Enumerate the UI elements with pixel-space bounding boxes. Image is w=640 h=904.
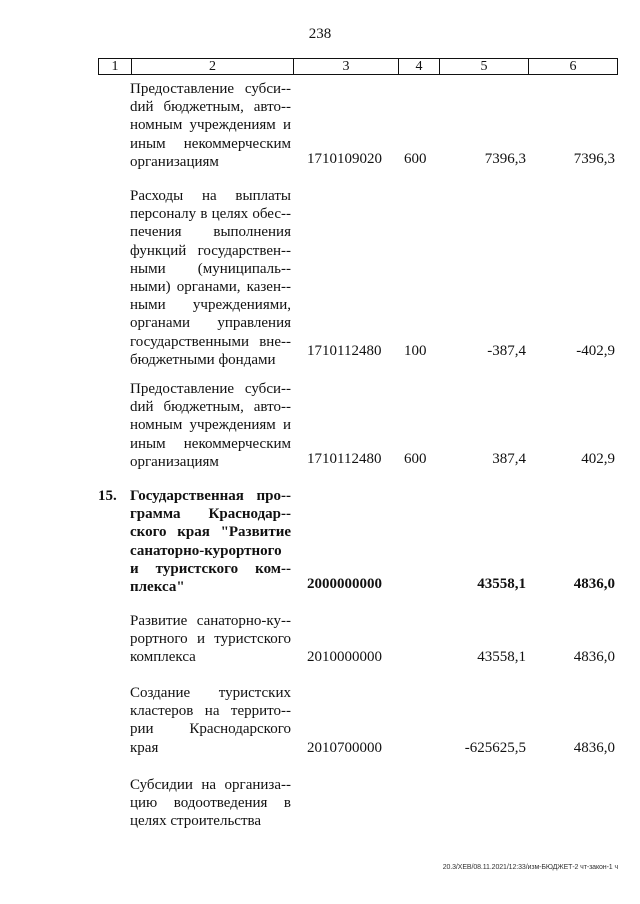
row-target-code: 1710112480 [307, 343, 382, 359]
document-footer-code: 20.3/ХЕВ/08.11.2021/12:33/изм-БЮДЖЕТ-2 чт-закон-1 ч [442, 864, 618, 871]
page-number: 238 [308, 26, 332, 42]
row-expense-type: 600 [404, 151, 427, 167]
column-header-5: 5 [440, 59, 529, 75]
row-target-code: 1710112480 [307, 451, 382, 467]
row-description: Развитие санаторно-ку-рортного и туристского комплекса [130, 613, 291, 666]
row-target-code: 1710109020 [307, 151, 382, 167]
column-header-2: 2 [132, 59, 294, 75]
column-header-table [98, 58, 618, 75]
row-amount-col6: 402,9 [581, 451, 615, 467]
row-description: Субсидии на организа-цию водоотведения в целях строительства [130, 777, 291, 830]
row-description: Предоставление субси-dий бюджетным, авто-номным учреждениям и иным некоммерческим организациям [130, 381, 291, 470]
row-target-code: 2010000000 [307, 649, 382, 665]
row-amount-col6: 4836,0 [573, 576, 615, 592]
row-amount-col5: 43558,1 [477, 576, 526, 592]
row-expense-type: 600 [404, 451, 427, 467]
column-header-1: 1 [99, 59, 132, 75]
row-amount-col6: 4836,0 [573, 649, 615, 665]
row-description: Предоставление субси-dий бюджетным, авто-номным учреждениям и иным некоммерческим организациям [130, 81, 291, 170]
row-target-code: 2000000000 [307, 576, 382, 592]
row-description: Государственная про-грамма Краснодар-ского края "Развитие санаторно-курортного и туристского ком-плекса" [130, 488, 291, 596]
row-amount-col6: -402,9 [576, 343, 615, 359]
column-header-row [99, 59, 618, 75]
row-amount-col5: -387,4 [487, 343, 526, 359]
column-header-3: 3 [294, 59, 399, 75]
row-amount-col6: 7396,3 [573, 151, 615, 167]
column-header-6: 6 [529, 59, 618, 75]
row-amount-col5: 7396,3 [484, 151, 526, 167]
row-amount-col5: 387,4 [492, 451, 526, 467]
row-target-code: 2010700000 [307, 740, 382, 756]
row-amount-col5: 43558,1 [477, 649, 526, 665]
row-expense-type: 100 [404, 343, 427, 359]
row-amount-col6: 4836,0 [573, 740, 615, 756]
row-description: Создание туристских кластеров на террито-рии Краснодарского края [130, 685, 291, 756]
row-number: 15. [98, 488, 117, 504]
row-amount-col5: -625625,5 [464, 740, 526, 756]
column-header-4: 4 [399, 59, 440, 75]
row-description: Расходы на выплаты персоналу в целях обес-печения выполнения функций государствен-ными (муниципаль-ными) органами, казен-ными учреждениями, органами управления государственными вне-бюджетными фондами [130, 188, 291, 368]
